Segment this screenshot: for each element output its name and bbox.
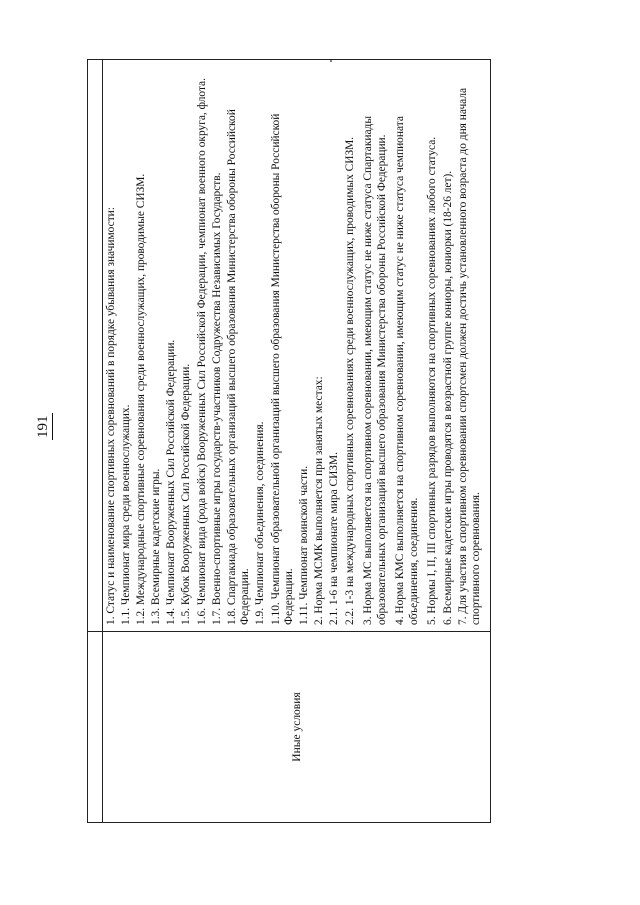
- condition-line: 1.2. Международные спортивные соревнования среди военнослужащих, проводимые СИЗМ.: [135, 173, 148, 625]
- condition-line: 7. Для участия в спортивном соревновании спортсмен должен достичь установленного возраста до дня начала спортивного соревнования.: [456, 87, 483, 625]
- condition-line: 4. Норма КМС выполняется на спортивном соревновании, имеющим статус не ниже статуса чемпионата объединения, соединения.: [394, 116, 420, 625]
- condition-line: 1.1. Чемпионат мира среди военнослужащих.: [120, 404, 133, 625]
- table-header-cell-right: [88, 60, 103, 631]
- conditions-content: [103, 60, 485, 631]
- table-right-column: [88, 60, 490, 631]
- condition-line: 1.4. Чемпионат Вооруженных Сил Российской Федерации.: [165, 339, 178, 625]
- page-number: 191: [35, 415, 51, 438]
- table-header-cell-left: [88, 632, 103, 822]
- condition-line: 1.6. Чемпионат вида (рода войск) Вооруженных Сил Российской Федерации, чемпионат военного округа, флота.: [195, 78, 208, 625]
- row-label-text: Иные условия: [290, 692, 303, 762]
- condition-line: 1.7. Военно-спортивные игры государств-участников Содружества Независимых Государств.: [210, 172, 223, 625]
- condition-line: 2.2. 1-3 на международных спортивных соревнованиях среди военнослужащих, проводимых СИЗМ.: [343, 136, 356, 625]
- table-left-column: [88, 631, 490, 822]
- condition-line: 1.5. Кубок Вооруженных Сил Российской Федерации.: [180, 363, 193, 625]
- condition-line: 2. Норма МСМК выполняется при занятых местах:: [313, 376, 326, 625]
- conditions-table: [87, 59, 491, 823]
- condition-line: 1.9. Чемпионат объединения, соединения.: [254, 421, 267, 625]
- condition-line: 5. Нормы I, II, III спортивных разрядов выполняются на спортивных соревнованиях любого статуса.: [426, 136, 439, 625]
- condition-line: 1.10. Чемпионат образовательной организаций высшего образования Министерства обороны Российской Федерации.: [269, 113, 296, 625]
- row-label: [103, 632, 490, 822]
- condition-line: 1.11. Чемпионат воинской части.: [298, 465, 311, 625]
- condition-line: 1. Статус и наименование спортивных соревнований в порядке убывания значимости:: [105, 207, 117, 625]
- condition-line: 1.3. Всемирные кадетские игры.: [150, 468, 163, 625]
- condition-line: 3. Норма МС выполняется на спортивном соревновании, имеющим статус не ниже статуса Спартакиады образовательных организаций высшего образования Министерства обороны Российской Федерации.: [362, 116, 388, 625]
- condition-line: 1.8. Спартакиада образовательных организаций высшего образования Министерства обороны Российской Федерации.: [225, 109, 252, 625]
- condition-line: 2.1. 1-6 на чемпионате мира СИЗМ.: [328, 452, 341, 625]
- condition-line: 6. Всемирные кадетские игры проводятся в возрастной группе юниоры, юниорки (18-26 лет).: [441, 170, 454, 625]
